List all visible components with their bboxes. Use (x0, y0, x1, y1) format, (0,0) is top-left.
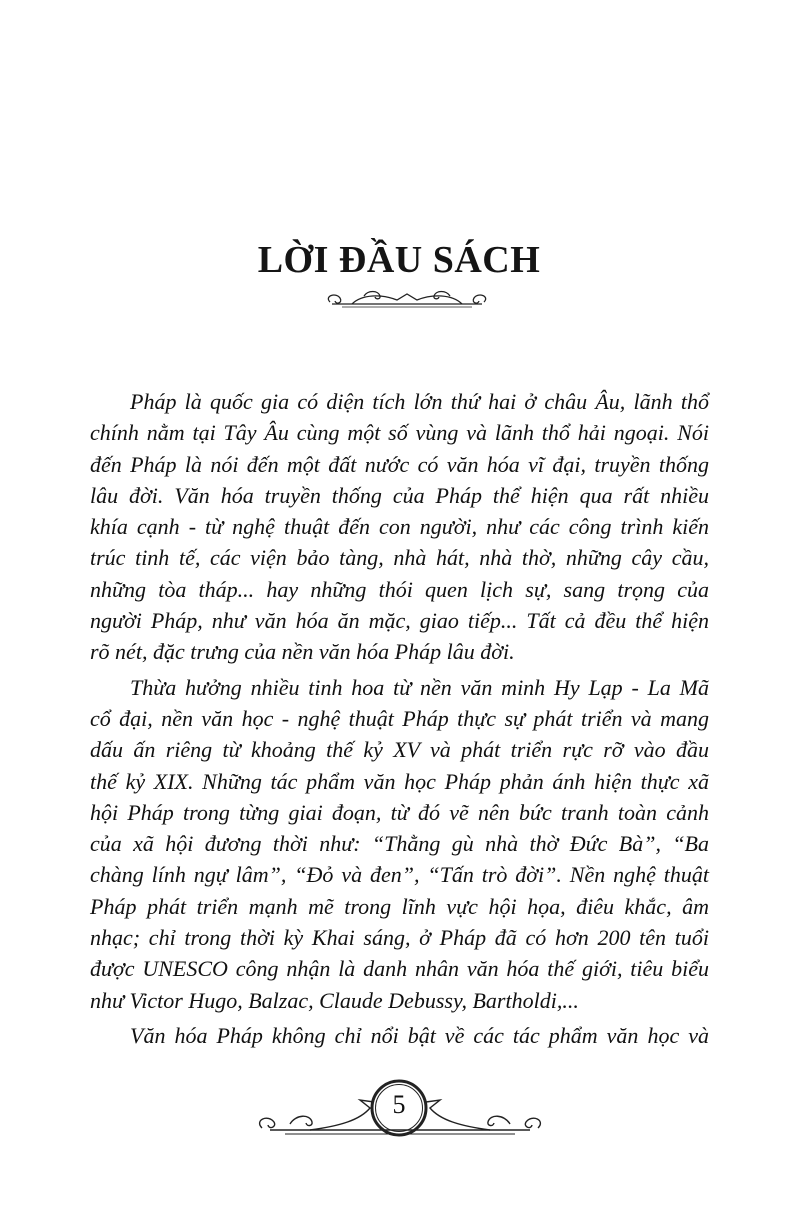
text-line: được UNESCO công nhận là danh nhân văn hóa thế giới, tiêu biểu (90, 956, 709, 982)
text-line: đến Pháp là nói đến một đất nước có văn hóa vĩ đại, truyền thống (90, 451, 709, 477)
body-text (90, 386, 709, 1055)
text-line: chính nằm tại Tây Âu cùng một số vùng và lãnh thổ hải ngoại. Nói (90, 420, 709, 446)
page-number: 5 (392, 1090, 406, 1119)
text-line: dấu ấn riêng từ khoảng thế kỷ XV và phát triển rực rỡ vào đầu (90, 737, 709, 763)
text-line: nhạc; chỉ trong thời kỳ Khai sáng, ở Pháp đã có hơn 200 tên tuổi (90, 925, 709, 951)
text-line: lâu đời. Văn hóa truyền thống của Pháp thể hiện qua rất nhiều (90, 482, 709, 508)
paragraph-2 (90, 672, 709, 1016)
title-ornament-icon (322, 286, 492, 316)
text-line: thế kỷ XIX. Những tác phẩm văn học Pháp phản ánh hiện thực xã (90, 768, 709, 794)
text-line: Pháp phát triển mạnh mẽ trong lĩnh vực hội họa, điêu khắc, âm (90, 893, 709, 919)
text-line: khía cạnh - từ nghệ thuật đến con người, như các công trình kiến (90, 514, 709, 540)
text-line: như Victor Hugo, Balzac, Claude Debussy, Bartholdi,... (90, 987, 579, 1013)
page-title: LỜI ĐẦU SÁCH (257, 239, 541, 281)
text-line: chàng lính ngự lâm”, “Đỏ và đen”, “Tấn trò đời”. Nền nghệ thuật (90, 862, 709, 888)
text-line: Văn hóa Pháp không chỉ nổi bật về các tác phẩm văn học và (130, 1022, 709, 1048)
paragraph-1 (90, 386, 709, 668)
text-line: người Pháp, như văn hóa ăn mặc, giao tiếp... Tất cả đều thể hiện (90, 608, 709, 634)
text-line: Pháp là quốc gia có diện tích lớn thứ hai ở châu Âu, lãnh thổ (130, 389, 709, 414)
paragraph-3 (90, 1020, 709, 1051)
text-line: hội Pháp trong từng giai đoạn, từ đó vẽ nên bức tranh toàn cảnh (90, 799, 709, 825)
text-line: cổ đại, nền văn học - nghệ thuật Pháp thực sự phát triển và mang (90, 705, 709, 731)
text-line: những tòa tháp... hay những thói quen lịch sự, sang trọng của (90, 576, 709, 602)
text-line: trúc tinh tế, các viện bảo tàng, nhà hát, nhà thờ, những cây cầu, (90, 545, 709, 571)
text-line: rõ nét, đặc trưng của nền văn hóa Pháp lâu đời. (90, 639, 515, 665)
text-line: của xã hội đương thời như: “Thằng gù nhà thờ Đức Bà”, “Ba (90, 831, 709, 857)
text-line: Thừa hưởng nhiều tinh hoa từ nền văn minh Hy Lạp - La Mã (130, 674, 709, 700)
